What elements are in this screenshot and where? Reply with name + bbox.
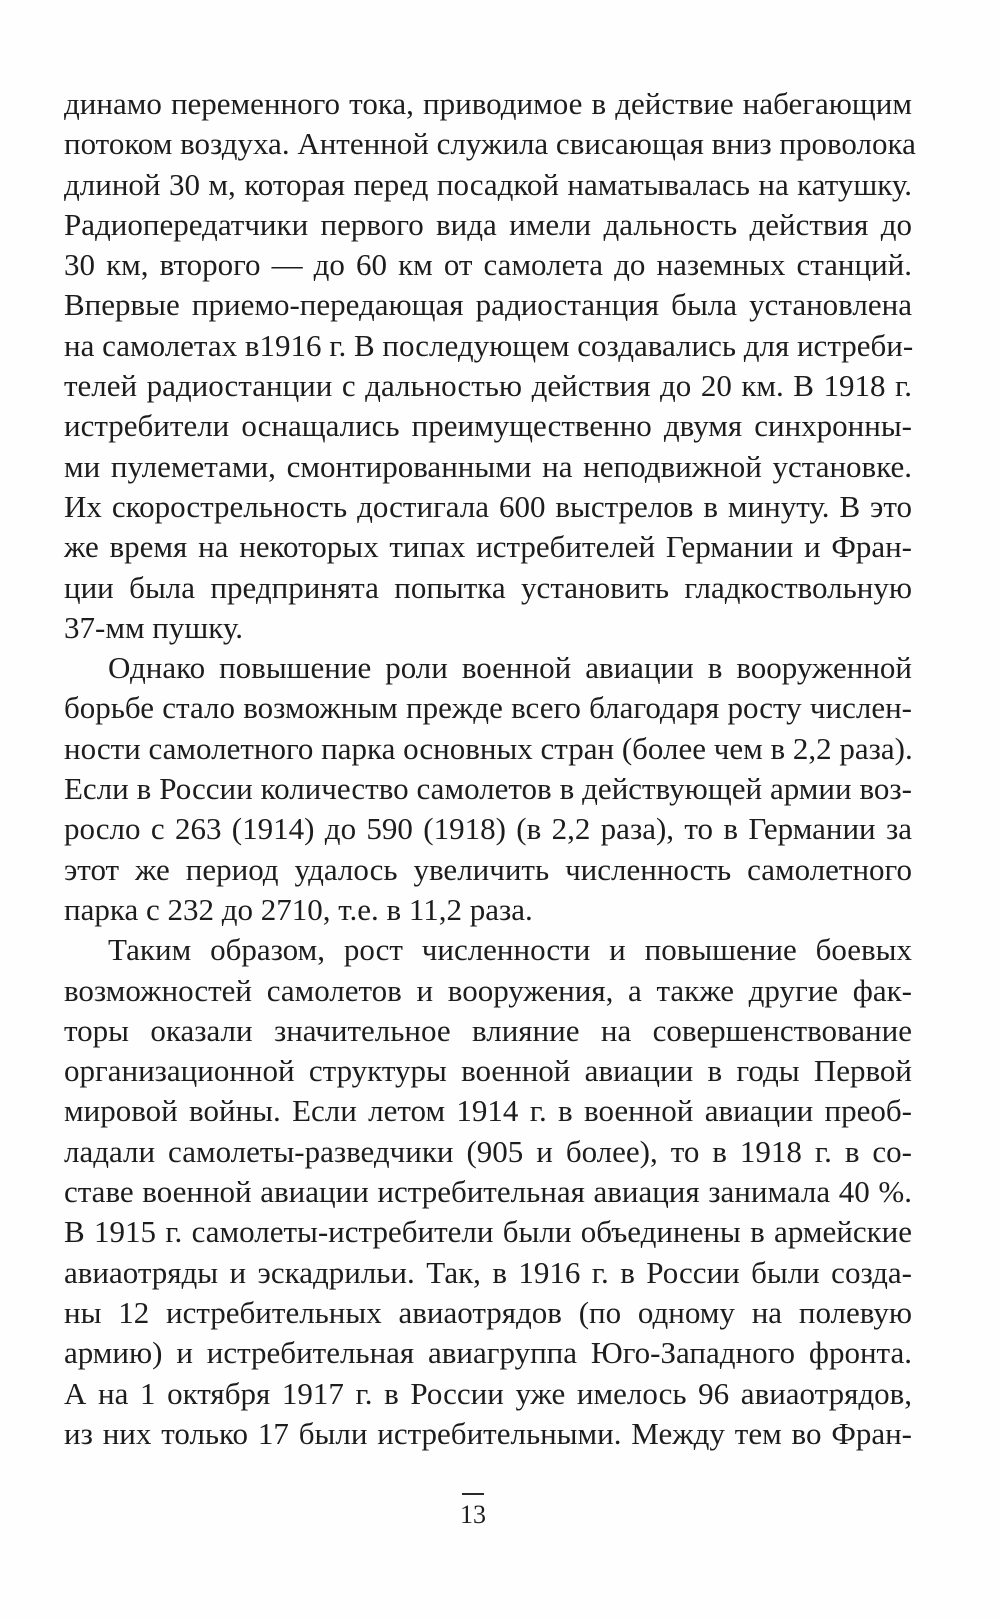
text-line: мировой войны. Если летом 1914 г. в военной авиации преоб- (64, 1093, 912, 1129)
text-line: возможностей самолетов и вооружения, а также другие фак- (64, 972, 912, 1008)
text-line: потоком воздуха. Антенной служила свисающая вниз проволока (64, 126, 916, 162)
body-text (64, 84, 916, 1454)
text-line: Однако повышение роли военной авиации в вооруженной (108, 650, 912, 686)
text-line: авиаотряды и эскадрильи. Так, в 1916 г. в России были созда- (64, 1254, 912, 1290)
text-line: армию) и истребительная авиагруппа Юго-Западного фронта. (64, 1335, 912, 1371)
text-line: же время на некоторых типах истребителей Германии и Фран- (64, 529, 912, 565)
text-line: Таким образом, рост численности и повышение боевых (108, 932, 912, 968)
text-line: 37-мм пушку. (64, 609, 244, 645)
text-line: Если в России количество самолетов в действующей армии воз- (64, 771, 912, 807)
paragraph (64, 930, 912, 1454)
text-line: ности самолетного парка основных стран (более чем в 2,2 раза). (64, 730, 913, 766)
page-number-rule (462, 1493, 484, 1495)
text-line: динамо переменного тока, приводимое в действие набегающим (64, 86, 912, 121)
paragraph (64, 648, 912, 930)
text-line: росло с 263 (1914) до 590 (1918) (в 2,2 раза), то в Германии за (64, 811, 912, 847)
text-line: Радиопередатчики первого вида имели дальность действия до (64, 206, 912, 242)
text-line: организационной структуры военной авиации в годы Первой (64, 1053, 912, 1089)
text-line: 30 км, второго — до 60 км от самолета до наземных станций. (64, 247, 912, 283)
page-number: 13 (460, 1500, 486, 1529)
paragraph (64, 84, 916, 648)
text-line: на самолетах в1916 г. В последующем создавались для истреби- (64, 327, 914, 363)
text-line: Их скорострельность достигала 600 выстрелов в минуту. В это (64, 488, 912, 524)
text-line: ставе военной авиации истребительная авиация занимала 40 %. (64, 1174, 912, 1210)
text-line: истребители оснащались преимущественно двумя синхронны- (64, 408, 912, 444)
text-line: этот же период удалось увеличить численность самолетного (64, 851, 912, 887)
text-line: из них только 17 были истребительными. Между тем во Фран- (64, 1415, 912, 1451)
text-line: А на 1 октября 1917 г. в России уже имелось 96 авиаотрядов, (64, 1375, 912, 1411)
text-line: ми пулеметами, смонтированными на неподвижной установке. (64, 448, 912, 484)
text-line: ции была предпринята попытка установить гладкоствольную (64, 569, 912, 605)
text-line: В 1915 г. самолеты-истребители были объединены в армейские (64, 1214, 912, 1250)
text-line: торы оказали значительное влияние на совершенствование (64, 1012, 912, 1048)
text-line: парка с 232 до 2710, т.е. в 11,2 раза. (64, 891, 533, 927)
text-line: телей радиостанции с дальностью действия до 20 км. В 1918 г. (64, 368, 912, 404)
text-line: борьбе стало возможным прежде всего благодаря росту числен- (64, 690, 912, 726)
text-line: длиной 30 м, которая перед посадкой наматывалась на катушку. (64, 166, 912, 202)
text-line: Впервые приемо-передающая радиостанция была установлена (64, 287, 912, 323)
text-line: ладали самолеты-разведчики (905 и более), то в 1918 г. в со- (64, 1133, 912, 1169)
text-line: ны 12 истребительных авиаотрядов (по одному на полевую (64, 1294, 912, 1330)
